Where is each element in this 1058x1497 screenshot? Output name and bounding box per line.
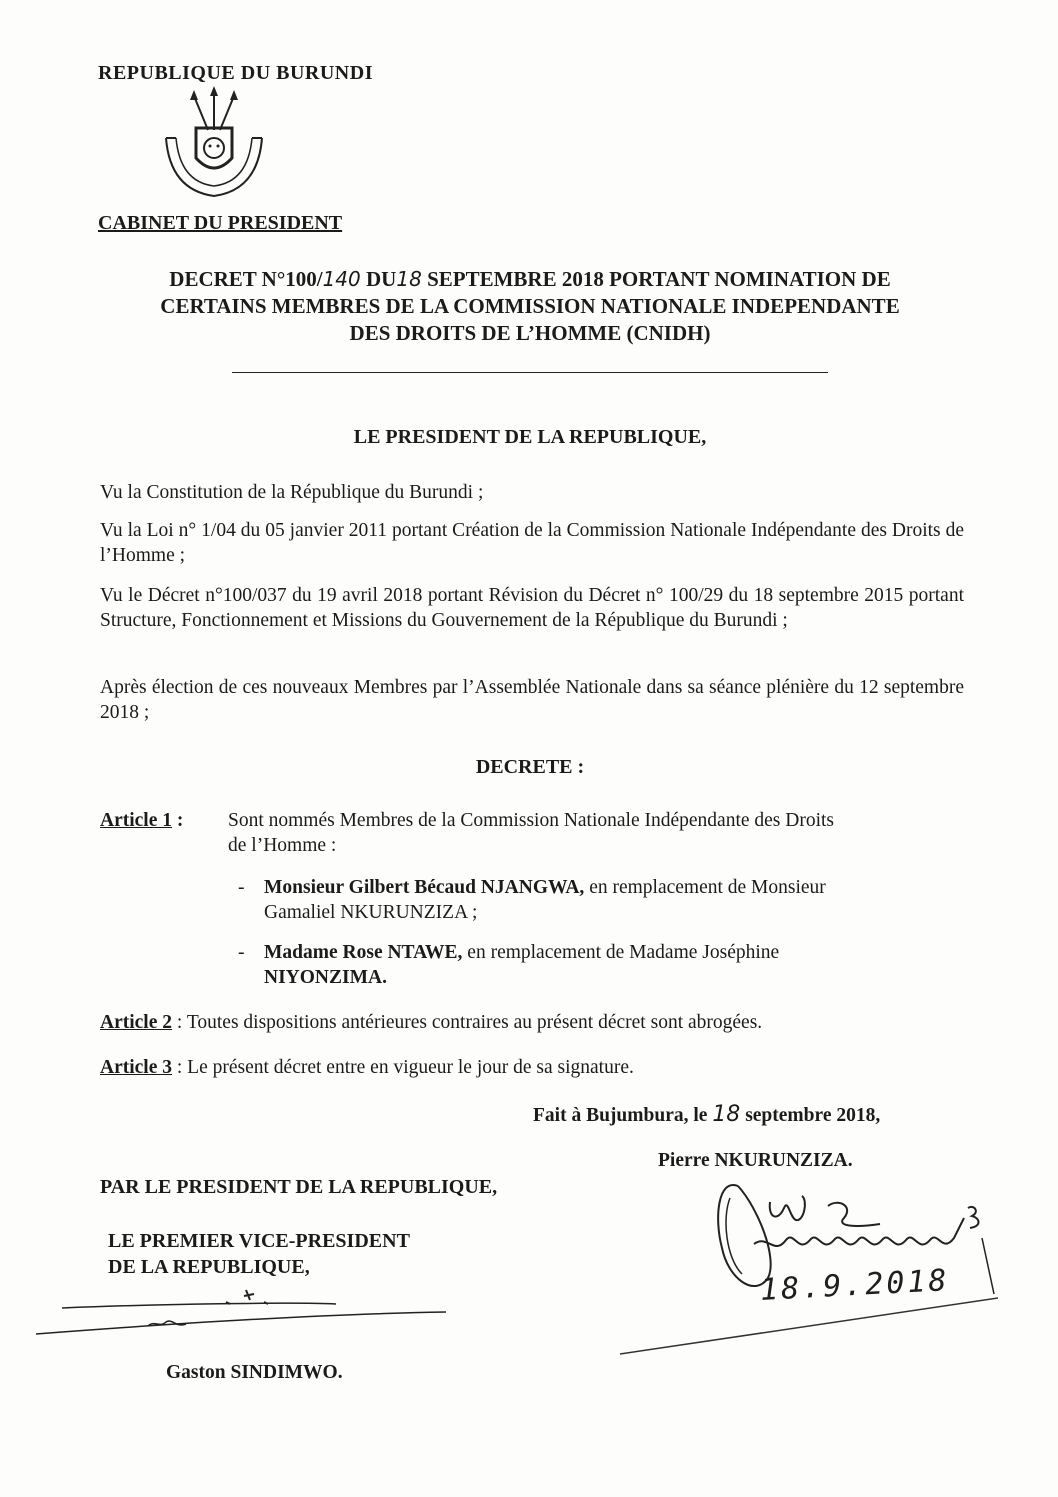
decree-number-handwritten: 140 [322, 267, 361, 291]
decree-title-line3: DES DROITS DE L’HOMME (CNIDH) [349, 321, 711, 345]
article3 [100, 1055, 964, 1080]
coat-of-arms-seal [160, 86, 268, 206]
article2 [100, 1010, 964, 1035]
article1-sep: : [172, 810, 184, 831]
decree-du: DU [360, 267, 397, 291]
decree-title-rest: SEPTEMBRE 2018 PORTANT NOMINATION DE [421, 267, 891, 291]
title-divider [232, 372, 828, 373]
consideration-election: Après élection de ces nouveaux Membres par l’Assemblée Nationale dans sa séance plénière du 12 septembre 2018 ; [100, 677, 964, 723]
cabinet-heading: CABINET DU PRESIDENT [98, 212, 343, 234]
bullet-2-name: Madame Rose NTAWE, [264, 942, 463, 963]
decree-title [100, 266, 960, 347]
article3-label: Article 3 [100, 1057, 173, 1078]
countersign-line3: DE LA REPUBLIQUE, [108, 1256, 310, 1278]
signing-place-date [533, 1102, 880, 1127]
article1-text-line2: de l’Homme : [228, 835, 337, 856]
article2-label: Article 2 [100, 1012, 173, 1033]
article1-text [228, 808, 968, 858]
article1-bullet-2 [264, 940, 964, 990]
decree-title-line2: CERTAINS MEMBRES DE LA COMMISSION NATIONALE INDEPENDANTE [160, 294, 900, 318]
article1-bullet-1 [264, 875, 964, 925]
article1-text-line1: Sont nommés Membres de la Commission Nationale Indépendante des Droits [228, 810, 835, 831]
bullet-1-rest: en remplacement de Monsieur [584, 877, 826, 898]
countersign-line1: PAR LE PRESIDENT DE LA REPUBLIQUE, [100, 1176, 498, 1198]
decree-number-prefix: DECRET N°100/ [169, 267, 323, 291]
republic-header: REPUBLIQUE DU BURUNDI [98, 62, 373, 84]
article3-text: : Le présent décret entre en vigueur le jour de sa signature. [172, 1057, 634, 1078]
bullet-dash-2: - [238, 942, 245, 963]
countersign-title [108, 1228, 410, 1280]
consideration-decree: Vu le Décret n°100/037 du 19 avril 2018 portant Révision du Décret n° 100/29 du 18 septembre 2015 portant Structure, Fonctionnement et Missions du Gouvernement de la République du Burundi ; [100, 585, 964, 631]
countersign-line2: LE PREMIER VICE-PRESIDENT [108, 1230, 410, 1252]
signing-prefix: Fait à Bujumbura, le [533, 1105, 713, 1126]
president-heading: LE PRESIDENT DE LA REPUBLIQUE, [353, 426, 707, 448]
article2-text: : Toutes dispositions antérieures contraires au présent décret sont abrogées. [172, 1012, 763, 1033]
bullet-1-line2: Gamaliel NKURUNZIZA ; [264, 902, 478, 923]
bullet-1-name: Monsieur Gilbert Bécaud NJANGWA, [264, 877, 585, 898]
article1-label-block [100, 808, 183, 833]
decrete-heading: DECRETE : [475, 756, 585, 778]
bullet-2-rest: en remplacement de Madame Joséphine [462, 942, 780, 963]
bullet-1-line1 [264, 875, 964, 900]
signing-suffix: septembre 2018, [740, 1105, 881, 1126]
signing-day-handwritten: 18 [712, 1102, 741, 1127]
bullet-dash-1: - [238, 877, 245, 898]
vice-president-name: Gaston SINDIMWO. [166, 1362, 343, 1383]
signature-date: 18.9.2018 [759, 1263, 951, 1308]
bullet-2-line1 [264, 940, 964, 965]
vice-president-signature [36, 1284, 446, 1344]
decree-title-line1 [100, 266, 960, 293]
decree-day-handwritten: 18 [396, 267, 422, 291]
bullet-2-line2: NIYONZIMA. [264, 967, 387, 988]
article1-label: Article 1 [100, 810, 173, 831]
consideration-constitution: Vu la Constitution de la République du Burundi ; [100, 482, 484, 503]
president-name: Pierre NKURUNZIZA. [658, 1150, 853, 1171]
consideration-law: Vu la Loi n° 1/04 du 05 janvier 2011 portant Création de la Commission Nationale Indépendante des Droits de l’Homme ; [100, 520, 964, 566]
